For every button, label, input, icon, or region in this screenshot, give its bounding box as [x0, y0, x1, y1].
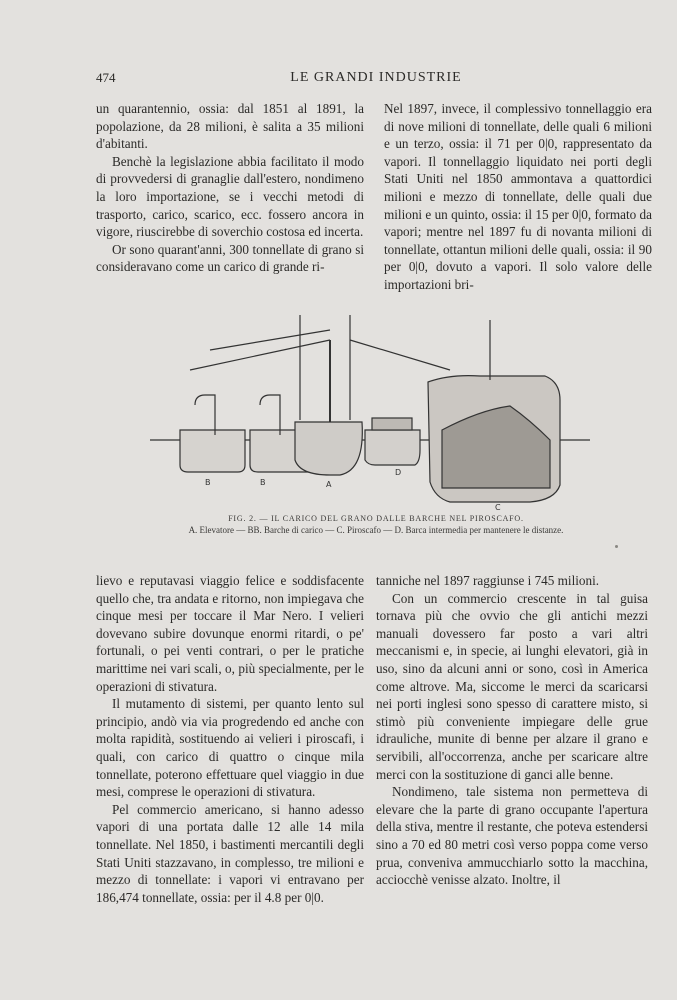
label-a: A	[326, 480, 332, 489]
paragraph: Il mutamento di sistemi, per quanto lento sul principio, andò via via progredendo ed anche con molta rapidità, sostituendo ai velieri i piroscafi, i quali, con carico di quattro o cinque mila tonnellate, poterono effettuare quel viaggio in due mesi, comprese le operazioni di stivatura.	[96, 696, 364, 800]
paragraph: Benchè la legislazione abbia facilitato il modo di provvedersi di granaglie dall'estero, nondimeno la loro importazione, se i vecchi metodi di trasporto, carico, scarico, ecc. fossero ancora in vigore, riuscirebbe di soverchio costosa ed incerta.	[96, 153, 364, 240]
caption-title: FIG. 2. — IL CARICO DEL GRANO DALLE BARCHE NEL PIROSCAFO.	[228, 514, 524, 523]
paragraph: tanniche nel 1897 raggiunse i 745 milioni.	[376, 573, 600, 588]
text-column-top-left	[96, 100, 364, 276]
barge-d	[365, 430, 420, 465]
caption-legend: A. Elevatore — BB. Barche di carico — C. Piroscafo — D. Barca intermedia per mantenere le distanze.	[188, 525, 564, 535]
running-header	[96, 70, 656, 90]
elevator-hull	[295, 422, 362, 475]
paragraph: Or sono quarant'anni, 300 tonnellate di grano si consideravano come un carico di grande ri-	[96, 241, 364, 275]
label-d: D	[395, 468, 402, 477]
elevator-arm	[210, 330, 330, 350]
label-b1: B	[205, 478, 211, 487]
barge-b1	[180, 430, 245, 472]
paragraph: un quarantennio, ossia: dal 1851 al 1891, la popolazione, da 28 milioni, è salita a 35 milioni d'abitanti.	[96, 101, 364, 152]
grain-loading-illustration	[150, 310, 590, 510]
pipe	[195, 395, 215, 435]
pipe	[260, 395, 280, 435]
running-title: LE GRANDI INDUSTRIE	[290, 70, 462, 85]
label-b2: B	[260, 478, 266, 487]
label-c: C	[495, 503, 501, 510]
paragraph: Pel commercio americano, si hanno adesso vapori di una portata dalle 12 alle 14 mila tonnellate. Nel 1850, i bastimenti mercantili degli Stati Uniti stazzavano, in complesso, tre milioni e mezzo di tonnellate: i vapori vi entravano per 186,474 tonnellate, ossia: per il 4.8 per 0|0.	[96, 801, 364, 905]
sacks	[372, 418, 412, 430]
elevator-arm	[190, 340, 330, 370]
text-column-top-right	[384, 100, 652, 294]
paragraph: lievo e reputavasi viaggio felice e soddisfacente quello che, tra andata e ritorno, non impiegava che cinque mesi per toccare il Mar Nero. I velieri dovevano subire dovunque enormi ritardi, o pe' fortunali, o pei venti contrari, o per le pratiche marittime nei vari scali, o, più specialmente, per le operazioni di stivatura.	[96, 573, 364, 694]
paper-speck	[615, 545, 618, 548]
figure-caption	[96, 514, 656, 535]
paragraph: Con un commercio crescente in tal guisa tornava più che ovvio che gli antichi mezzi manuali dovessero far posto a vari altri meccanismi e, in specie, ai lunghi elevatori, già in uso, sino da alcuni anni or sono, così in America come altrove. Ma, siccome le merci da scaricarsi nei porti inglesi sono spesso di carattere misto, si stimò più conveniente impiegare delle grue idrauliche, munite di benne per alzare il grano e servibili, all'occorrenza, anche per scaricare altre merci con la sostituzione di ganci alle benne.	[376, 590, 648, 782]
text-column-bottom-right	[376, 572, 648, 889]
elevator-arm	[350, 340, 450, 370]
text-column-bottom-left	[96, 572, 364, 906]
paragraph: Nondimeno, tale sistema non permetteva di elevare che la parte di grano occupante l'apertura della stiva, mentre il restante, che poteva estendersi sino a 70 ed 80 metri così verso poppa come verso prua, conveniva ammucchiarlo sotto la macchina, acciocchè venisse alzato. Inoltre, il	[376, 784, 648, 888]
paragraph: Nel 1897, invece, il complessivo tonnellaggio era di nove milioni di tonnellate, delle quali 6 milioni e un terzo, ossia: il 71 per 0|0, rappresentato da vapori. Il tonnellaggio liquidato nei porti degli Stati Uniti nel 1850 ammontava a quattordici milioni e mezzo di tonnellate, delle quali due milioni e un quinto, ossia: il 15 per 0|0, formato da vapori; mentre nel 1897 fu di novanta milioni di tonnellate, ottantun milioni delle quali, ossia: il 90 per 0|0, dovuto a vapori. Il solo valore delle importazioni bri-	[384, 101, 652, 292]
page-number: 474	[96, 70, 116, 85]
